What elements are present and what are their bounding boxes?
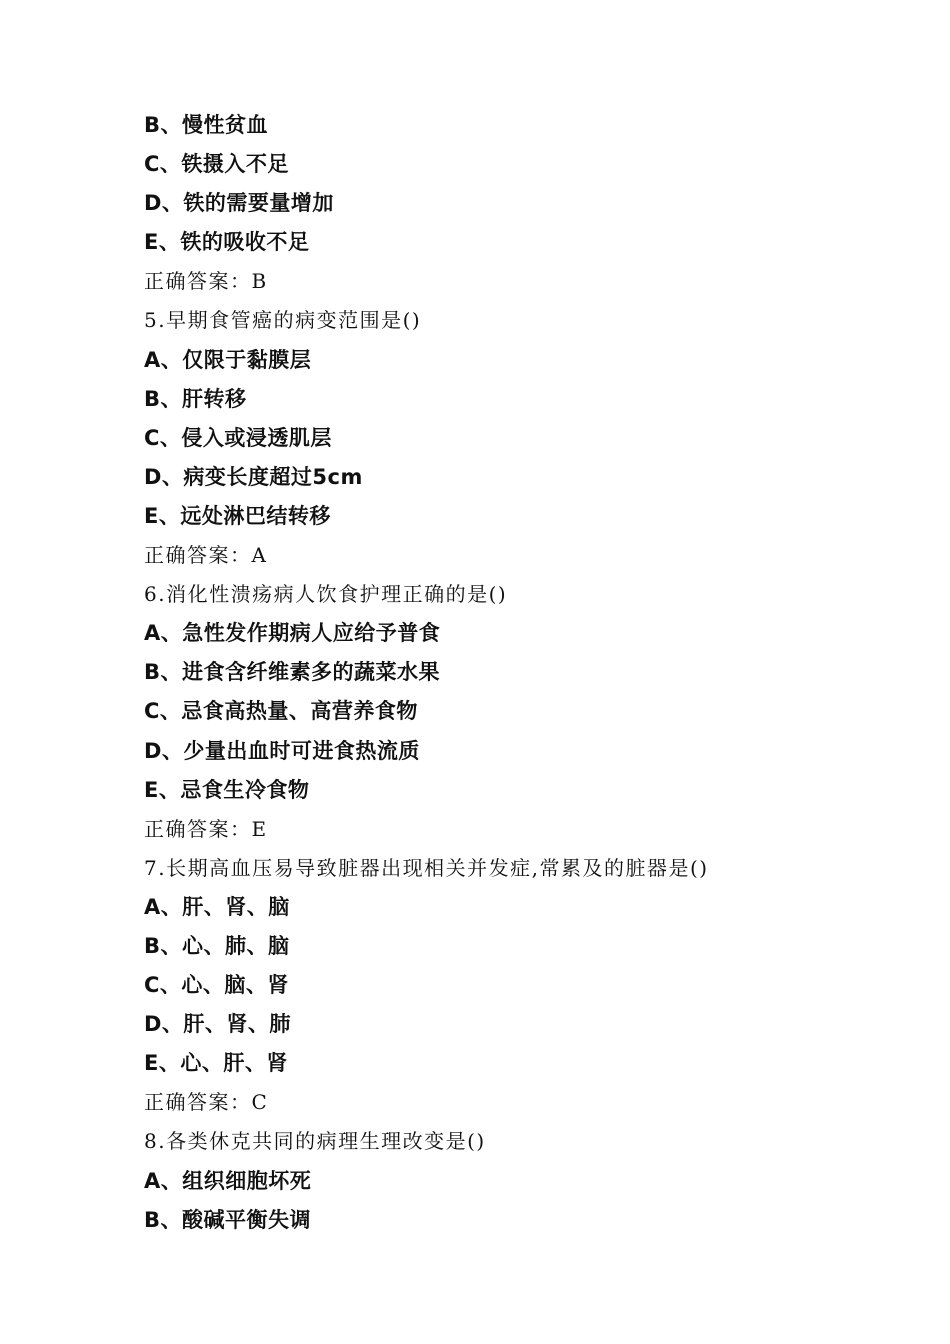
question-6: 6.消化性溃疡病人饮食护理正确的是() — [144, 582, 508, 607]
option-b-q8: B、酸碱平衡失调 — [144, 1207, 312, 1232]
option-a-q6: A、急性发作期病人应给予普食 — [144, 621, 441, 646]
option-b-q5: B、肝转移 — [144, 386, 247, 411]
document-body — [144, 106, 904, 1240]
option-d-q6: D、少量出血时可进食热流质 — [144, 738, 420, 763]
answer-q7: 正确答案：C — [144, 1090, 269, 1115]
option-d-q5: D、病变长度超过5cm — [144, 464, 363, 489]
question-8: 8.各类休克共同的病理生理改变是() — [144, 1129, 486, 1154]
option-e-q6: E、忌食生冷食物 — [144, 777, 310, 802]
question-7: 7.长期高血压易导致脏器出现相关并发症,常累及的脏器是() — [144, 855, 709, 880]
option-c-q5: C、侵入或浸透肌层 — [144, 425, 332, 450]
option-d-q4: D、铁的需要量增加 — [144, 191, 334, 216]
option-a-q5: A、仅限于黏膜层 — [144, 347, 312, 372]
answer-q6: 正确答案：E — [144, 816, 268, 841]
option-b-q7: B、心、肺、脑 — [144, 933, 290, 958]
option-e-q4: E、铁的吸收不足 — [144, 230, 310, 255]
option-c-q6: C、忌食高热量、高营养食物 — [144, 699, 418, 724]
option-a-q8: A、组织细胞坏死 — [144, 1168, 312, 1193]
answer-q5: 正确答案：A — [144, 543, 268, 568]
option-b-q6: B、进食含纤维素多的蔬菜水果 — [144, 660, 441, 685]
option-e-q7: E、心、肝、肾 — [144, 1051, 288, 1076]
option-a-q7: A、肝、肾、脑 — [144, 894, 290, 919]
option-d-q7: D、肝、肾、肺 — [144, 1012, 291, 1037]
option-c-q7: C、心、脑、肾 — [144, 973, 289, 998]
answer-q4: 正确答案：B — [144, 269, 268, 294]
option-e-q5: E、远处淋巴结转移 — [144, 503, 331, 528]
question-5: 5.早期食管癌的病变范围是() — [144, 308, 422, 333]
option-c-q4: C、铁摄入不足 — [144, 152, 289, 177]
option-b-q4: B、慢性贫血 — [144, 113, 269, 137]
